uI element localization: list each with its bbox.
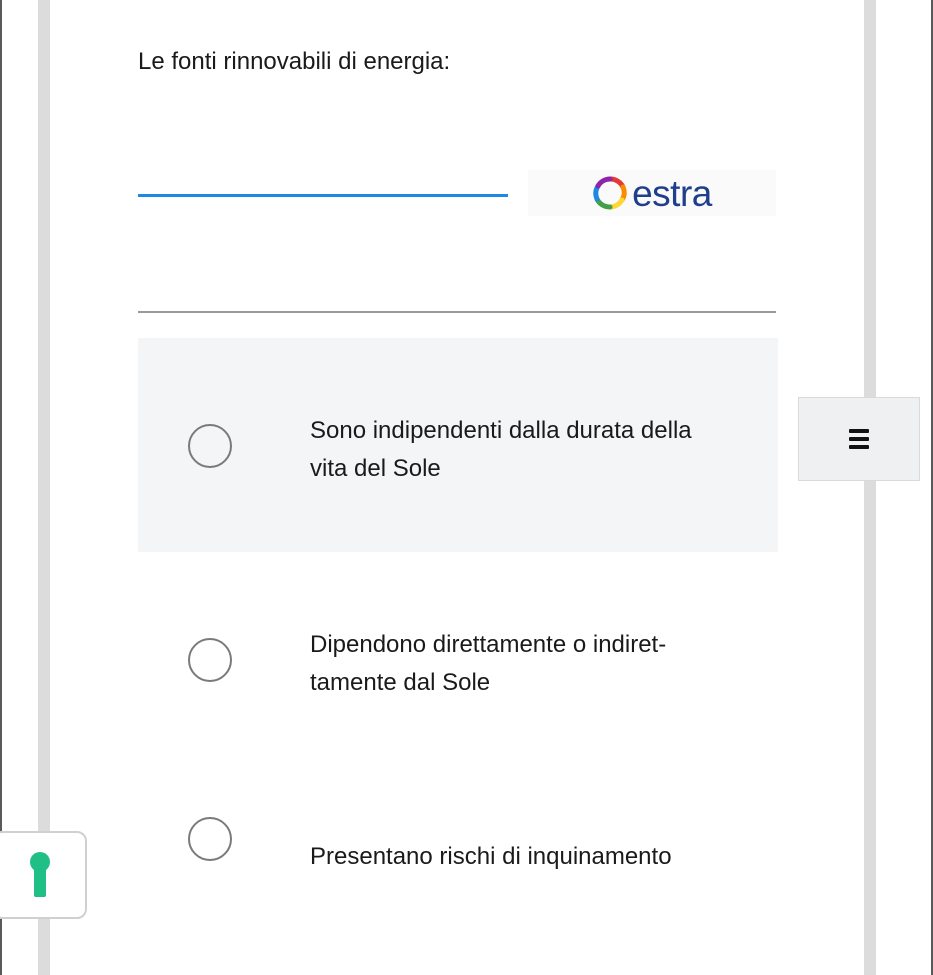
answer-option-1[interactable]	[138, 338, 778, 552]
radio-button[interactable]	[188, 638, 232, 682]
section-divider	[138, 311, 776, 313]
answer-option-3[interactable]	[138, 731, 778, 945]
keyhole-icon	[28, 851, 52, 899]
answer-label: Presentano rischi di inquinamento	[310, 843, 672, 870]
menu-button[interactable]	[798, 397, 920, 481]
estra-ring-icon	[592, 175, 628, 211]
radio-button[interactable]	[188, 817, 232, 861]
sponsor-name: estra	[632, 172, 712, 214]
accent-divider	[138, 194, 508, 197]
radio-button[interactable]	[188, 424, 232, 468]
question-text: Le fonti rinnovabili di energia:	[138, 48, 451, 75]
answer-label: Dipendono direttamente o indiret-tamente dal Sole	[310, 631, 667, 696]
hamburger-icon	[849, 425, 869, 453]
side-tab-button[interactable]	[0, 831, 87, 919]
sponsor-logo	[528, 170, 776, 216]
right-rail	[864, 0, 876, 975]
frame-left-border	[0, 0, 2, 975]
answer-label: Sono indipendenti dalla durata della vita del Sole	[310, 417, 692, 482]
left-rail	[38, 0, 50, 975]
